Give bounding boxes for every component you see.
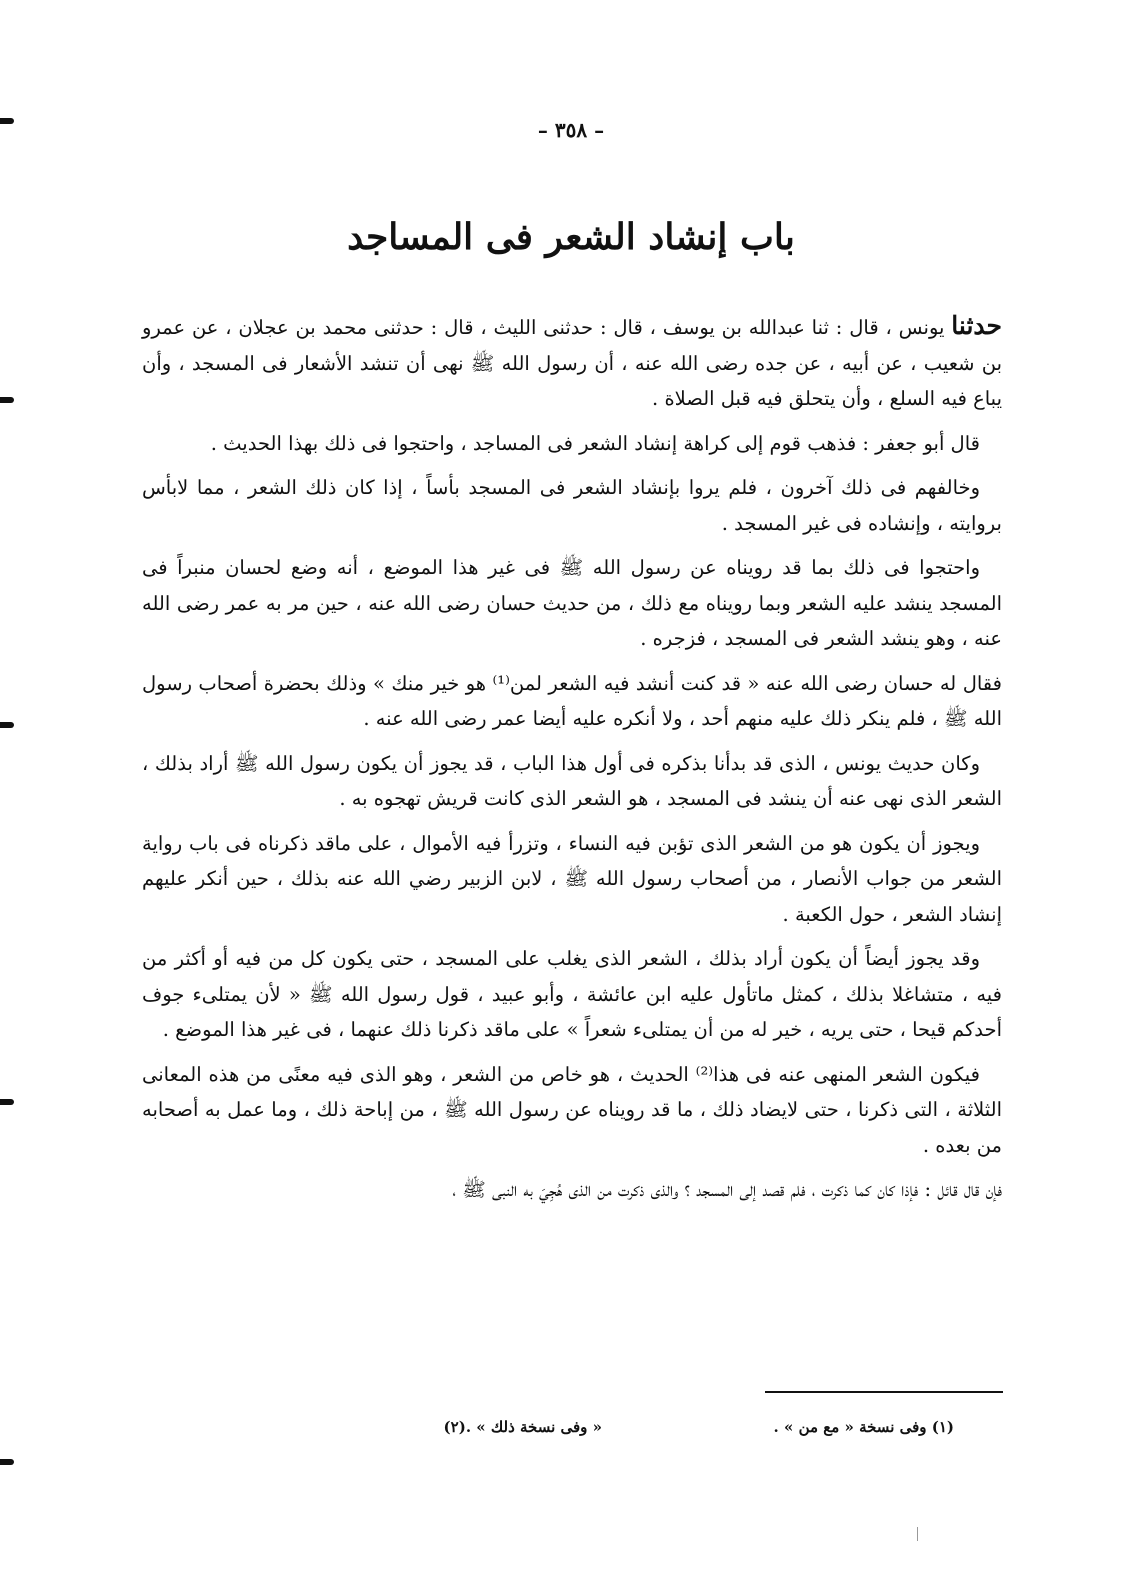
main-text	[142, 308, 1002, 1217]
page-title: باب إنشاد الشعر فى المساجد	[347, 216, 795, 258]
paragraph: وكان حديث يونس ، الذى قد بدأنا بذكره فى أول هذا الباب ، قد يجوز أن يكون رسول الله ﷺ أراد بذلك ، الشعر الذى نهى عنه أن ينشد فى المسجد ، هو الشعر الذى كانت قريش تهجوه به .	[142, 751, 1002, 810]
paragraph: فيكون الشعر المنهى عنه فى هذا⁽²⁾ الحديث ، هو خاص من الشعر ، وهو الذى فيه معنًى من هذه المعانى الثلاثة ، التى ذكرنا ، حتى لايضاد ذلك ، ما قد رويناه عن رسول الله ﷺ ، من إباحة ذلك ، وما عمل به أصحابه من بعده .	[142, 1062, 1002, 1157]
paragraph: وخالفهم فى ذلك آخرون ، فلم يروا بإنشاد الشعر فى المسجد بأساً ، إذا كان ذلك الشعر ، مما لابأس بروايته ، وإنشاده فى غير المسجد .	[142, 476, 1002, 535]
paragraph: فقال له حسان رضى الله عنه « قد كنت أنشد فيه الشعر لمن⁽¹⁾ هو خير منك » وذلك بحضرة أصحاب رسول الله ﷺ ، فلم ينكر ذلك عليه منهم أحد ، ولا أنكره عليه أيضا عمر رضى الله عنه .	[142, 671, 1002, 730]
page-edge-mark	[0, 397, 14, 403]
paragraph: قال أبو جعفر : فذهب قوم إلى كراهة إنشاد الشعر فى المساجد ، واحتجوا فى ذلك بهذا الحديث .	[210, 431, 980, 455]
footnote-1: (١) وفى نسخة « مع من » .	[773, 1418, 954, 1436]
scan-mark	[917, 1527, 918, 1541]
page-number: – ٣٥٨ –	[537, 118, 605, 142]
paragraph: واحتجوا فى ذلك بما قد رويناه عن رسول الله ﷺ فى غير هذا الموضع ، أنه وضع لحسان منبراً فى المسجد ينشد عليه الشعر وبما رويناه مع ذلك ، من حديث حسان رضى الله عنه ، حين مر به عمر رضى الله عنه ، وهو ينشد الشعر فى المسجد ، فزجره .	[142, 556, 1002, 650]
page-edge-mark	[0, 722, 14, 728]
page-edge-mark	[0, 1459, 14, 1465]
paragraph: ويجوز أن يكون هو من الشعر الذى تؤبن فيه النساء ، وتزرأ فيه الأموال ، على ماقد ذكرناه فى باب رواية الشعر من جواب الأنصار ، من أصحاب رسول الله ﷺ ، لابن الزبير رضي الله عنه بذلك ، حين أنكر عليهم إنشاد الشعر ، حول الكعبة .	[142, 831, 1002, 926]
paragraph: فإن قال قائل : فإذا كان كما ذكرت ، فلم قصد إلى المسجد ؟ والذى ذكرت من الذى هُجِيَ به النبى ﷺ ،	[452, 1178, 1002, 1201]
page-edge-mark	[0, 1099, 14, 1105]
footnote-2: « وفى نسخة ذلك » .(٢)	[443, 1418, 602, 1436]
paragraph-text: يونس ، قال : ثنا عبدالله بن يوسف ، قال : حدثنى الليث ، قال : حدثنى محمد بن عجلان ، عن عمرو بن شعيب ، عن أبيه ، عن جده رضى الله عنه ، أن رسول الله ﷺ نهى أن تنشد الأشعار فى المسجد ، وأن يباع فيه السلع ، وأن يتحلق فيه قبل الصلاة .	[142, 316, 1002, 410]
paragraph-lead: حدثنا	[951, 311, 1002, 340]
footnote-divider	[765, 1391, 1003, 1393]
paragraph: وقد يجوز أيضاً أن يكون أراد بذلك ، الشعر الذى يغلب على المسجد ، حتى يكون كل من فيه أو أكثر من فيه ، متشاغلا بذلك ، كمثل ماتأول عليه ابن عائشة ، وأبو عبيد ، قول رسول الله ﷺ « لأن يمتلىء جوف أحدكم قيحا ، حتى يريه ، خير له من أن يمتلىء شعراً » على ماقد ذكرنا ذلك عنهما ، فى غير هذا الموضع .	[142, 947, 1002, 1041]
paragraph	[142, 308, 1002, 417]
